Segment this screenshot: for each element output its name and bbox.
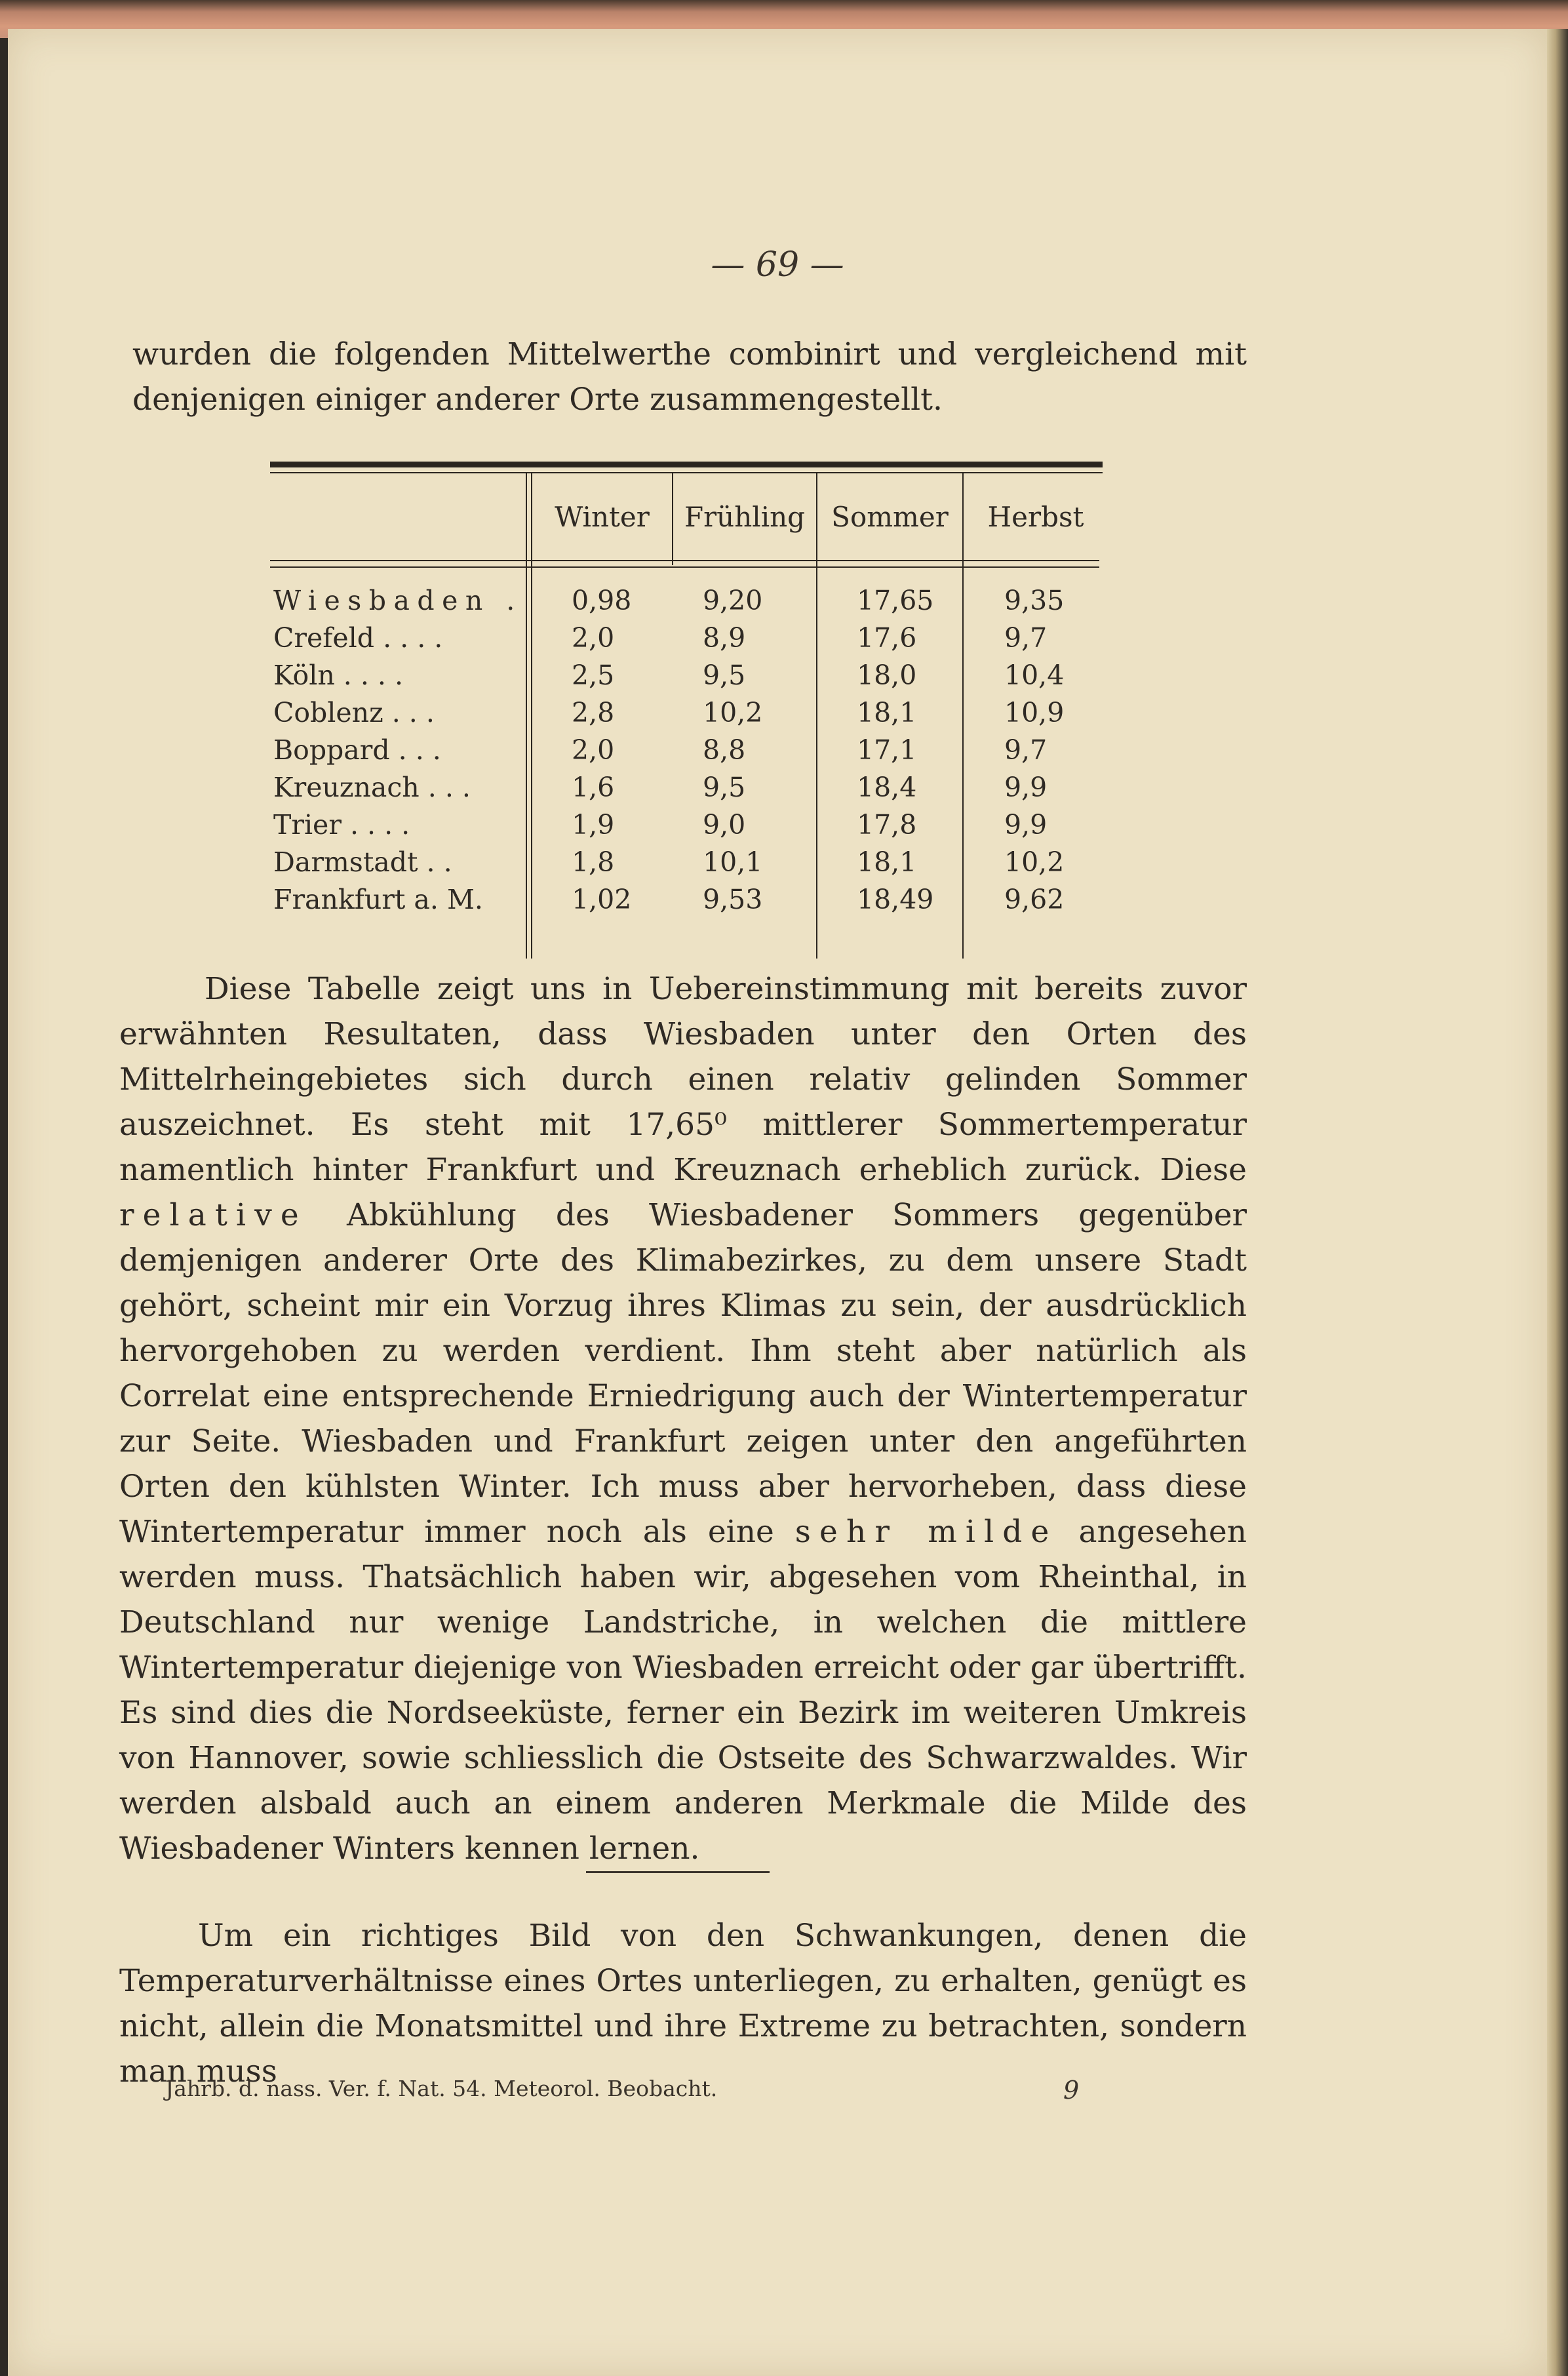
cell-herbst: 9,7 [1004, 734, 1048, 766]
table-row [270, 884, 1109, 921]
cell-sommer: 18,1 [857, 697, 917, 728]
footer-reference: Jahrb. d. nass. Ver. f. Nat. 54. Meteorol. Beobacht. [165, 2076, 718, 2101]
cell-winter: 1,9 [572, 809, 615, 841]
header-herbst: Herbst [987, 501, 1084, 533]
cell-place: Boppard . . . [273, 734, 441, 766]
table-row [270, 660, 1109, 697]
cell-fruehling: 9,20 [703, 585, 763, 616]
cell-herbst: 10,9 [1004, 697, 1065, 728]
cell-sommer: 18,1 [857, 846, 917, 878]
cell-herbst: 9,9 [1004, 809, 1048, 841]
body-text: Diese Tabelle zeigt uns in Uebereinstimmung mit bereits zuvor erwähnten Resultaten, dass Wiesbaden unter den Orten des Mittelrheingebietes sich durch einen relativ gelinden Sommer auszeichnet. Es steht mit 17,65⁰ mittlerer Sommertemperatur namentlich hinter Frankfurt und Kreuznach erheblich zurück. Diese [119, 971, 1247, 1188]
body-text: angesehen werden muss. Thatsächlich haben wir, abgesehen vom Rheinthal, in Deutschland nur wenige Landstriche, in welchen die mittlere Wintertemperatur diejenige von Wiesbaden erreicht oder gar übertrifft. Es sind dies die Nordseeküste, ferner ein Bezirk im weiteren Umkreis von Hannover, sowie schliesslich die Ostseite des Schwarzwaldes. Wir werden alsbald auch an einem anderen Merkmale die Milde des Wiesbadener Winters kennen lernen. [119, 1514, 1247, 1867]
table-header-rule [270, 560, 1099, 561]
table-header-rule [270, 566, 1099, 568]
cell-winter: 1,02 [572, 884, 632, 915]
cell-fruehling: 10,2 [703, 697, 763, 728]
table-body [270, 585, 1109, 921]
table-row [270, 846, 1109, 884]
cell-winter: 0,98 [572, 585, 632, 616]
cell-winter: 2,0 [572, 622, 615, 654]
cell-fruehling: 8,9 [703, 622, 746, 654]
emphasis-text: relative [119, 1197, 307, 1233]
cell-place: Köln . . . . [273, 660, 403, 691]
cell-place: Crefeld . . . . [273, 622, 443, 654]
cell-herbst: 10,4 [1004, 660, 1065, 691]
intro-paragraph: wurden die folgenden Mittelwerthe combinirt und vergleichend mit denjenigen einiger anderer Orte zusammengestellt. [132, 336, 1247, 418]
cell-fruehling: 9,53 [703, 884, 763, 915]
cell-sommer: 17,8 [857, 809, 917, 841]
body-paragraph [119, 966, 1247, 1871]
cell-sommer: 18,4 [857, 772, 917, 803]
temperature-table [270, 455, 1109, 960]
table-row [270, 585, 1109, 622]
header-fruehling: Frühling [684, 501, 806, 533]
header-sommer: Sommer [831, 501, 949, 533]
cell-fruehling: 9,5 [703, 660, 746, 691]
body-text: Abkühlung des Wiesbadener Sommers gegenüber demjenigen anderer Orte des Klimabezirkes, zu dem unsere Stadt gehört, scheint mir ein Vorzug ihres Klimas zu sein, der ausdrücklich hervorgehoben zu werden verdient. Ihm steht aber natürlich als Correlat eine entsprechende Erniedrigung auch der Wintertemperatur zur Seite. Wiesbaden und Frankfurt zeigen unter den angeführten Orten den kühlsten Winter. Ich muss aber hervorheben, dass diese Wintertemperatur immer noch als eine [119, 1197, 1247, 1550]
emphasis-text: sehr milde [794, 1514, 1058, 1550]
cell-place: Darmstadt . . [273, 846, 452, 878]
cell-fruehling: 9,0 [703, 809, 746, 841]
cell-herbst: 9,62 [1004, 884, 1065, 915]
cell-sommer: 17,65 [857, 585, 934, 616]
cell-sommer: 17,1 [857, 734, 917, 766]
signature-mark: 9 [1063, 2076, 1080, 2105]
cell-winter: 1,6 [572, 772, 615, 803]
cell-herbst: 9,35 [1004, 585, 1065, 616]
cell-winter: 2,8 [572, 697, 615, 728]
cell-sommer: 17,6 [857, 622, 917, 654]
table-row [270, 734, 1109, 772]
cell-place: Frankfurt a. M. [273, 884, 483, 915]
cell-place: Coblenz . . . [273, 697, 435, 728]
cell-place: Kreuznach . . . [273, 772, 471, 803]
cell-place: Trier . . . . [273, 809, 410, 841]
book-right-edge [1547, 29, 1568, 2376]
document-page [8, 29, 1547, 2376]
cell-fruehling: 9,5 [703, 772, 746, 803]
cell-sommer: 18,0 [857, 660, 917, 691]
table-top-rule [270, 462, 1103, 467]
table-row [270, 809, 1109, 846]
header-winter: Winter [555, 501, 650, 533]
cell-herbst: 10,2 [1004, 846, 1065, 878]
cell-winter: 2,0 [572, 734, 615, 766]
cell-herbst: 9,9 [1004, 772, 1048, 803]
table-top-rule-thin [270, 472, 1103, 473]
table-row [270, 697, 1109, 734]
cell-fruehling: 10,1 [703, 846, 763, 878]
body-paragraph: Um ein richtiges Bild von den Schwankungen, denen die Temperaturverhältnisse eines Ortes unterliegen, zu erhalten, genügt es nicht, allein die Monatsmittel und ihre Extreme zu betrachten, sondern man muss [119, 1918, 1247, 2089]
cell-sommer: 18,49 [857, 884, 934, 915]
cell-place: Wiesbaden . [273, 585, 522, 616]
cell-winter: 2,5 [572, 660, 615, 691]
cell-herbst: 9,7 [1004, 622, 1048, 654]
section-separator [586, 1871, 770, 1873]
table-row [270, 622, 1109, 660]
cell-fruehling: 8,8 [703, 734, 746, 766]
page-number: — 69 — [711, 245, 844, 285]
cell-winter: 1,8 [572, 846, 615, 878]
table-row [270, 772, 1109, 809]
